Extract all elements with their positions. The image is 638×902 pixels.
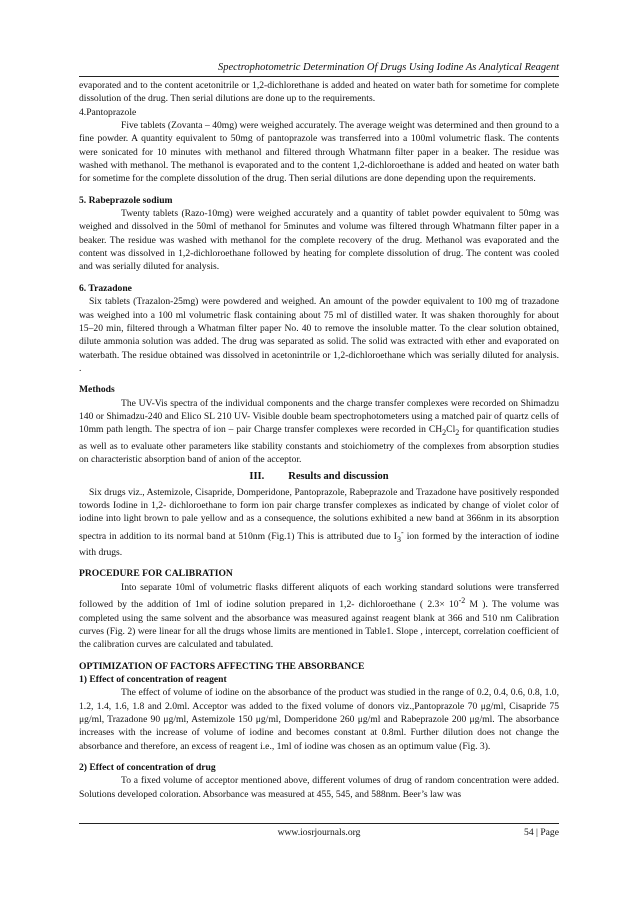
paragraph-rabeprazole: Twenty tablets (Razo-10mg) were weighed accurately and a quantity of tablet powder equivalent to 50mg was weighed and dissolved in the 50ml of methanol for 5minutes and volume was filtered through Whatmann filter paper in a beaker. The residue was washed with methanol for the complete recovery of the drug. Methanol was evaporated and the content was dissolved in 1,2-dichloroethane followed by heating for complete dissolution of drug. The content was cooled and was serially diluted for analysis.: [79, 208, 559, 273]
running-header: Spectrophotometric Determination Of Drugs Using Iodine As Analytical Reagent: [217, 62, 559, 73]
paragraph-intro: evaporated and to the content acetonitrile or 1,2-dichlorethane is added and heated on water bath for sometime for complete dissolution of the drug. Then serial dilutions are done up to the requirements.: [79, 80, 559, 105]
heading-trazadone: 6. Trazadone: [79, 282, 132, 294]
page-number: 54 | Page: [524, 827, 559, 838]
header-rule: [79, 76, 559, 77]
footer-website: www.iosrjournals.org: [277, 827, 361, 838]
footer-rule: [79, 823, 559, 824]
paragraph-results: Six drugs viz., Astemizole, Cisapride, Domperidone, Pantoprazole, Rabeprazole and Trazadone have positively responded towords Iodine in 1,2- dichloroethane to form ion pair charge transfer complexes as indicated by change of violet color of iodine into light brown to pale yellow and as a consequence, the solutions exhibited a new band at 366nm in its absorption spectra in addition to its normal band at 510nm (Fig.1) This is attributed due to $I_3^-$ ion formed by the interaction of iodine with drugs.: [79, 486, 559, 558]
paragraph-trazadone: Six tablets (Trazalon-25mg) were powdered and weighed. An amount of the powder equivalent to 100 mg of trazadone was weighed into a 100 ml volumetric flask containing about 75 ml of distilled water. It was shaken thoroughly for about 15–20 min, filtered through a Whatman filter paper No. 40 to remove the insoluble matter. To the clear solution obtained, dilute ammonia solution was added. The drug was separated as solid. The solid was extracted with ether and evaporated on waterbath. The residue obtained was dissolved in acetonintrile or 1,2-dichloroethane which was serially diluted for analysis. .: [79, 296, 559, 374]
paragraph-calibration: Into separate 10ml of volumetric flasks different aliquots of each working standard solutions were transferred followed by the addition of 1ml of iodine solution prepared in 1,2- dichloroethane ( $2.3\times 10^{-2}$ M ). The volume was completed using the same solvent and the absorbance was measured against reagent blank at 366 and 510 nm Calibration curves (Fig. 2) were linear for all the drugs whose limits are mentioned in Table1. Slope , intercept, correlation coefficient of the calibration curves are calculated and tabulated.: [79, 581, 559, 651]
heading-effect-drug: 2) Effect of concentration of drug: [79, 762, 216, 773]
heading-optimization: OPTIMIZATION OF FACTORS AFFECTING THE ABSORBANCE: [79, 660, 365, 672]
heading-rabeprazole: 5. Rabeprazole sodium: [79, 194, 173, 206]
paragraph-effect-reagent: The effect of volume of iodine on the absorbance of the product was studied in the range of 0.2, 0.4, 0.6, 0.8, 1.0, 1.2, 1.4, 1.6, 1.8 and 2.0ml. Acceptor was added to the fixed volume of donors viz.,Pantoprazole 70 μg/ml, Cisapride 75 μg/ml, Trazadone 90 μg/ml, Astemizole 150 μg/ml, Domperidone 260 μg/ml and Rabeprazole 200 μg/ml. The absorbance increases with the increase of volume of iodine and becomes constant at 0.8ml. Further dilution does not change the absorbance and therefore, an excess of reagent i.e., 1ml of iodine was chosen as an optimum value (Fig. 3).: [79, 687, 559, 752]
article-body: [79, 79, 559, 801]
section-heading-results: III. Results and discussion: [249, 471, 389, 483]
heading-calibration: PROCEDURE FOR CALIBRATION: [79, 568, 233, 580]
paragraph-methods: The UV-Vis spectra of the individual components and the charge transfer complexes were recorded on Shimadzu 140 or Shimadzu-240 and Elico SL 210 UV- Visible double beam spectrophotometers using a matched pair of quartz cells of 10mm path length. The spectra of ion – pair Charge transfer complexes were recorded in $CH_2Cl_2$ for quantification studies as well as to evaluate other parameters like stability constants and stoichiometry of the complexes from absorption studies on characteristic absorption band of anion of the acceptor.: [79, 397, 559, 465]
paragraph-effect-drug: To a fixed volume of acceptor mentioned above, different volumes of drug of random concentration were added. Solutions developed coloration. Absorbance was measured at 455, 545, and 588nm. Beer’s law was: [79, 775, 559, 800]
heading-pantoprazole: 4.Pantoprazole: [79, 106, 137, 118]
heading-effect-reagent: 1) Effect of concentration of reagent: [79, 673, 227, 685]
heading-methods: Methods: [79, 384, 115, 396]
paragraph-pantoprazole: Five tablets (Zovanta – 40mg) were weighed accurately. The average weight was determined and then ground to a fine powder. A quantity equivalent to 50mg of pantoprazole was transferred into a 100ml volumetric flask. The contents were sonicated for 10 minutes with methanol and filtered through Whatmann filter paper in a beaker. The residue was washed with methanol. The methanol is evaporated and to the content 1,2-dichloroethane is added and heated on water bath for sometime for the complete dissolution of the drug. Then serial dilutions are done depending upon the requirements.: [79, 120, 559, 185]
